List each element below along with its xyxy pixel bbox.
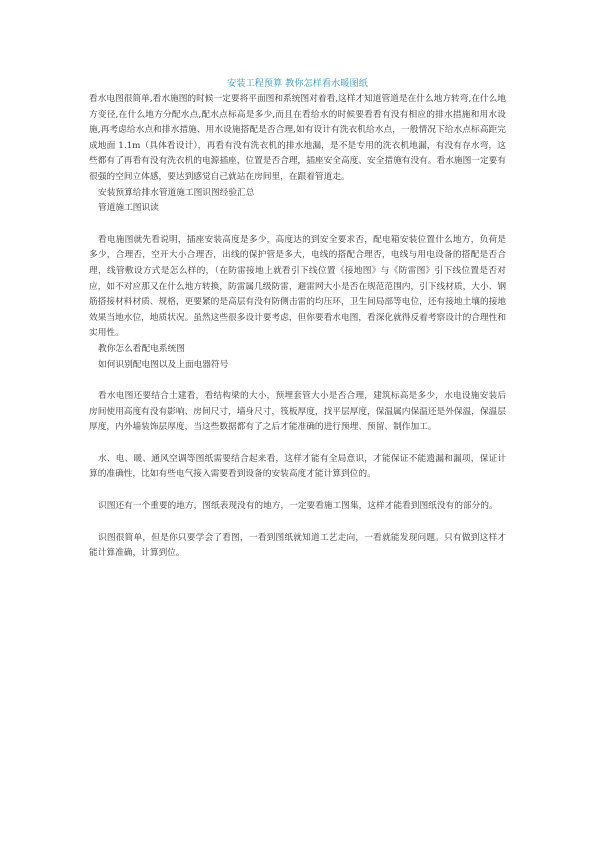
atlas-paragraph: 识图还有一个重要的地方，图纸表现没有的地方，一定要看施工图集，这样才能看到图纸没有的部分的。 (98, 501, 498, 512)
conclusion-paragraph: 识图很简单，但是你只要学会了看图，一看到图纸就知道工艺走向，一看就能发现问题。只有做到这样才能计算准确，计算到位。 (89, 532, 506, 559)
section-heading-pipe-reading: 管道施工图识读 (98, 203, 159, 214)
civil-paragraph: 看水电图还要结合土建看，看结构梁的大小，预埋套管大小是否合理，建筑标高是多少，水电设施安装后房间使用高度有没有影响、房间尺寸，墙身尺寸，筏板厚度，找平层厚度，保温属内保温还是外保温，保温层厚度，内外墙装饰层厚度，当这些数据都有了之后才能准确的进行预埋、预留、制作加工。 (89, 391, 506, 433)
section-heading-symbols: 如何识别配电图以及上面电器符号 (98, 359, 229, 370)
document-title: 安装工程预算 教你怎样看水暖图纸 (227, 78, 368, 89)
electrical-paragraph: 看电施图就先看说明，插座安装高度是多少，高度达的到安全要求否，配电箱安装位置什么地方，负荷是多少，合理否，空开大小合理否，出线的保护管是多大，电线的搭配合理否，电线与用电设备的搭配是否合理，线管敷设方式是怎么样的，（在防雷接地上就看引下线位置《接地图》与《防雷图》引下线位置是否对应，如不对应那又在什么地方转换，防雷属几级防雷，避雷网大小是否在规范范围内，引下线材质，大小、钢筋搭接材料材质、规格，更要紧的是高层有没有防侧击雷的均压环，卫生间局部等电位，还有接地土壤的接地效果当地水位，地质状况。虽然这些很多设计要考虑，但你要看水电图，看深化就得反着考察设计的合理性和实用性。 (89, 234, 506, 339)
combined-drawings-paragraph: 水、电、暖、通风空调等图纸需要结合起来看，这样才能有全局意识，才能保证不能遗漏和漏项，保证计算的准确性，比如有些电气接入需要看到设备的安装高度才能计算到位的。 (89, 453, 506, 480)
document-page (89, 78, 506, 562)
section-heading-drainage: 安装预算给排水管道施工图识图经验汇总 (98, 187, 255, 198)
section-heading-distribution: 教你怎么看配电系统图 (98, 343, 185, 354)
intro-paragraph: 看水电图很简单,看水施图的时候一定要将平面图和系统图对着看,这样才知道管道是在什么地方转弯,在什么地方变径,在什么地方分配水点,配水点标高是多少,而且在看给水的时候要看看有没有相应的排水措施和用水设施,再考虑给水点和排水措施、用水设施搭配是否合理,如有设计有洗衣机给水点，一般情况下给水点标高距完成地面 1.1m（具体看设计），再看有没有洗衣机的排水地漏，是不是专用的洗衣机地漏，有没有存水弯，这些都有了再看有没有洗衣机的电源插座，位置是否合理，插座安全高度、安全措施有没有。看水施图一定要有很强的空间立体感，要达到感觉自己就站在房间里，在跟着管道走。 (89, 94, 506, 182)
